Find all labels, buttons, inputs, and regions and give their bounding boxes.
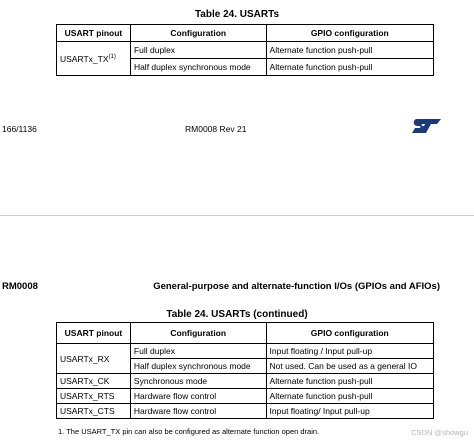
config-cell: Synchronous mode: [130, 374, 266, 389]
header-gpio-configuration: GPIO configuration: [266, 323, 433, 344]
gpio-cell: Alternate function push-pull: [266, 389, 433, 404]
table-row: [57, 389, 434, 404]
table-title-1: Table 24. USARTs: [194, 9, 280, 20]
table-row: [57, 42, 434, 59]
header-configuration: Configuration: [130, 25, 266, 42]
table-row: [57, 344, 434, 359]
header-configuration: Configuration: [130, 323, 266, 344]
header-usart-pinout: USART pinout: [57, 25, 131, 42]
gpio-cell: Alternate function push-pull: [266, 42, 433, 59]
usart-table-2: [56, 322, 434, 419]
footnote-ref: (1): [108, 53, 116, 60]
gpio-cell: Alternate function push-pull: [266, 374, 433, 389]
gpio-cell: Input floating / Input pull-up: [266, 344, 433, 359]
usart-table-1: [56, 24, 434, 76]
pin-cell-tx: [57, 42, 131, 76]
pin-cell-cts: USARTx_CTS: [57, 404, 131, 419]
config-cell: Full duplex: [130, 344, 266, 359]
pin-cell-ck: USARTx_CK: [57, 374, 131, 389]
doc-revision: RM0008 Rev 21: [185, 124, 247, 134]
page-divider: [0, 215, 474, 216]
table-footnote: 1. The USART_TX pin can also be configured as alternate function open drain.: [58, 427, 320, 436]
gpio-cell: Input floating/ Input pull-up: [266, 404, 433, 419]
pin-cell-rts: USARTx_RTS: [57, 389, 131, 404]
config-cell: Hardware flow control: [130, 389, 266, 404]
table-title-2: Table 24. USARTs (continued): [166, 309, 308, 320]
st-logo-icon: [410, 118, 442, 139]
config-cell: Full duplex: [130, 42, 266, 59]
page-header-left: RM0008: [2, 281, 38, 292]
config-cell: Half duplex synchronous mode: [130, 359, 266, 374]
header-gpio-configuration: GPIO configuration: [266, 25, 433, 42]
pin-label-tx: USARTx_TX: [60, 53, 109, 64]
header-usart-pinout: USART pinout: [57, 323, 131, 344]
page-number: 166/1136: [2, 124, 37, 134]
table-row: [57, 374, 434, 389]
gpio-cell: Not used. Can be used as a general IO: [266, 359, 433, 374]
table-header-row: [57, 323, 434, 344]
table-row: [57, 404, 434, 419]
gpio-cell: Alternate function push-pull: [266, 59, 433, 76]
config-cell: Hardware flow control: [130, 404, 266, 419]
pin-cell-rx: USARTx_RX: [57, 344, 131, 374]
watermark: CSDN @showgu: [411, 428, 468, 437]
config-cell: Half duplex synchronous mode: [130, 59, 266, 76]
page-header-right: General-purpose and alternate-function I/Os (GPIOs and AFIOs): [153, 281, 440, 292]
table-header-row: [57, 25, 434, 42]
